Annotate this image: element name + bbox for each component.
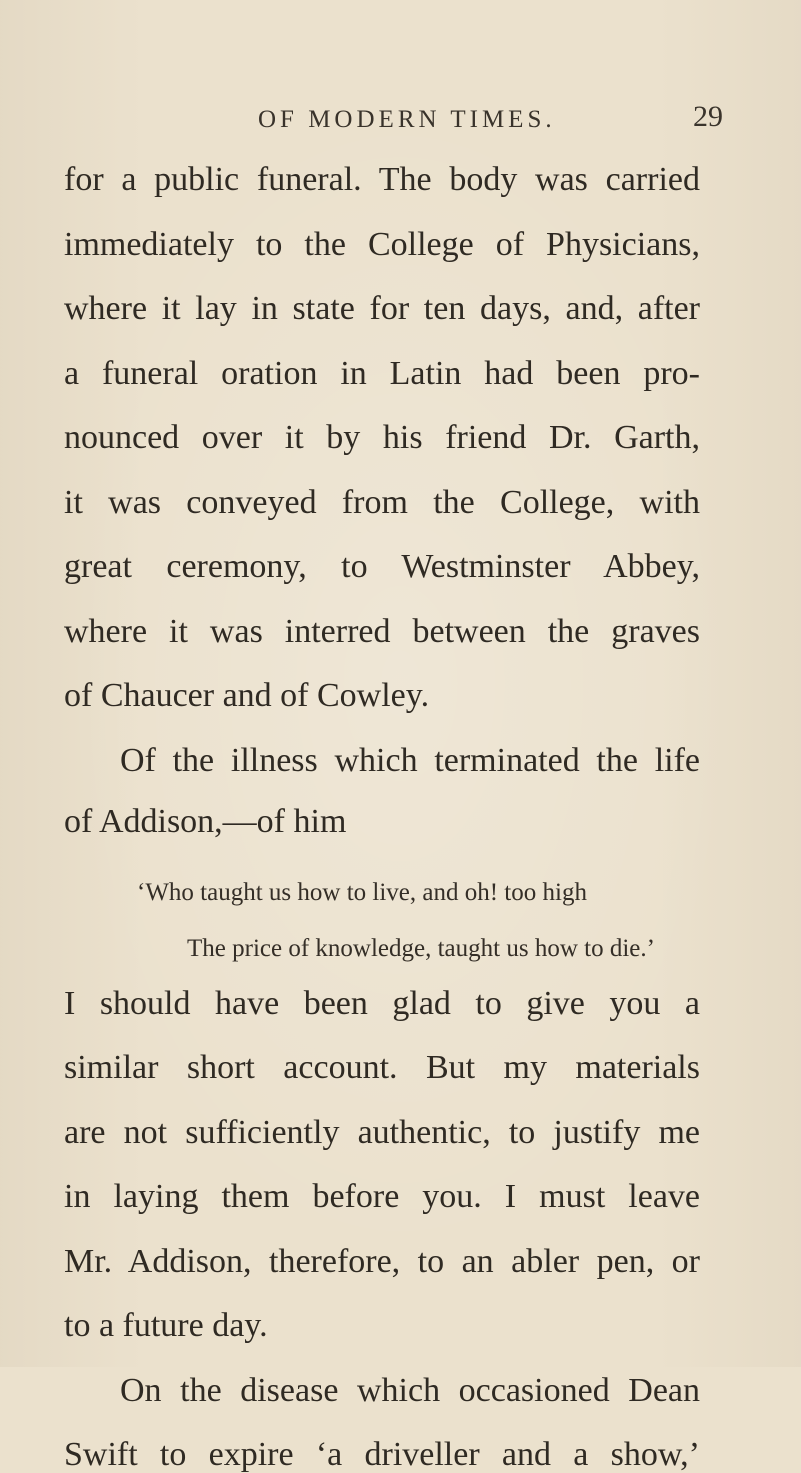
page-number: 29 — [693, 100, 723, 133]
quotation-line: ‘Who taught us how to live, and oh! too high — [137, 879, 587, 906]
paragraph-line: nounced over it by his friend Dr. Garth, — [64, 419, 700, 456]
paragraph-line: Swift to expire ‘a driveller and a show,’ — [64, 1436, 700, 1473]
paragraph-line: great ceremony, to Westminster Abbey, — [64, 548, 700, 585]
paragraph-line: are not sufficiently authentic, to justify me — [64, 1114, 700, 1151]
paragraph-line: to a future day. — [64, 1307, 268, 1344]
paragraph-line: Of the illness which terminated the life — [120, 742, 700, 779]
running-title: OF MODERN TIMES. — [258, 106, 556, 133]
paragraph-line: Mr. Addison, therefore, to an abler pen, or — [64, 1243, 700, 1280]
quotation-line: The price of knowledge, taught us how to die.’ — [187, 935, 655, 962]
paragraph-line: for a public funeral. The body was carried — [64, 161, 700, 198]
paragraph-line: where it was interred between the graves — [64, 613, 700, 650]
paragraph-line: it was conveyed from the College, with — [64, 484, 700, 521]
paragraph-line: of Addison,—of him — [64, 803, 347, 840]
paragraph-line: immediately to the College of Physicians, — [64, 226, 700, 263]
paragraph-line: of Chaucer and of Cowley. — [64, 677, 430, 714]
paragraph-line: where it lay in state for ten days, and, after — [64, 290, 700, 327]
paragraph-line: in laying them before you. I must leave — [64, 1178, 700, 1215]
paragraph-line: I should have been glad to give you a — [64, 985, 700, 1022]
paragraph-line: On the disease which occasioned Dean — [120, 1372, 700, 1409]
paragraph-line: a funeral oration in Latin had been pro- — [64, 355, 700, 392]
paragraph-line: similar short account. But my materials — [64, 1049, 700, 1086]
